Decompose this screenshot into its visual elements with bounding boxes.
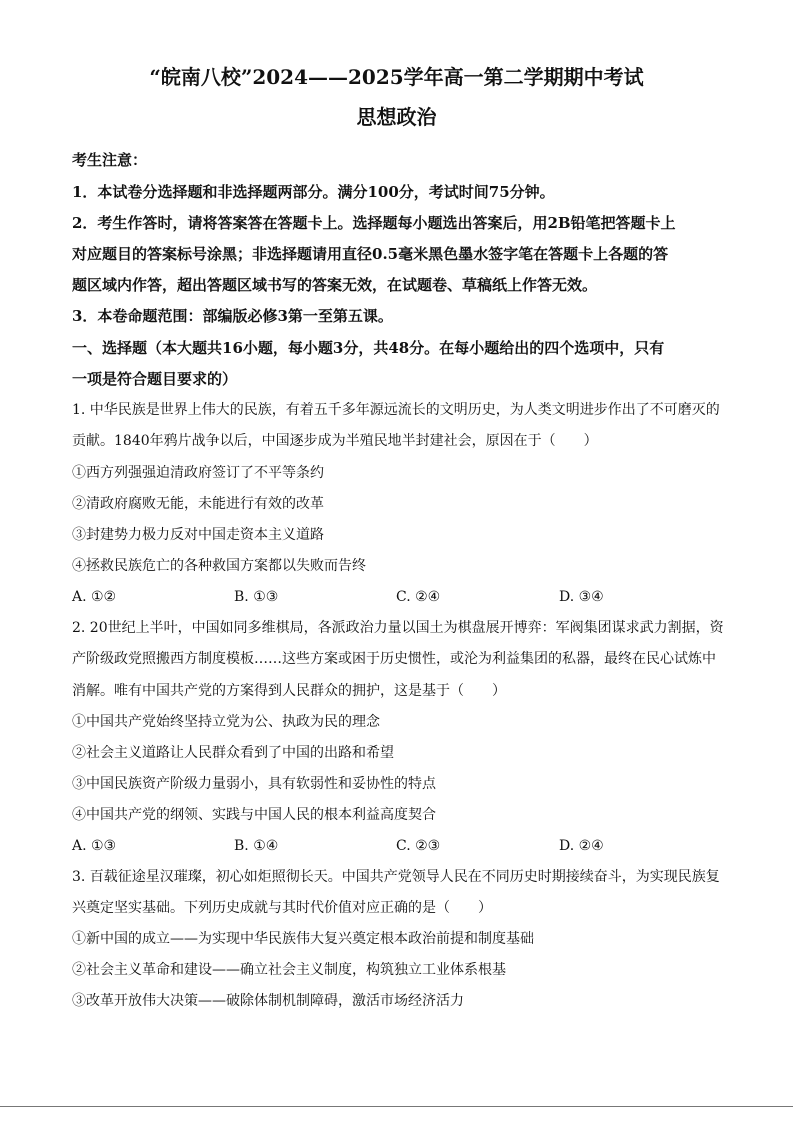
exam-title: “皖南八校”2024——2025学年高一第二学期期中考试: [149, 65, 644, 89]
answer-option[interactable]: B. ①③: [234, 589, 279, 605]
notice-item: 题区域内作答，超出答题区域书写的答案无效，在试题卷、草稿纸上作答无效。: [72, 276, 598, 294]
notice-item: 对应题目的答案标号涂黑；非选择题请用直径0.5毫米黑色墨水签字笔在答题卡上各题的答: [72, 245, 669, 263]
page-bottom-rule: [0, 1106, 793, 1107]
question-item: ①中国共产党始终坚持立党为公、执政为民的理念: [72, 714, 380, 730]
question-stem: 3. 百载征途星汉璀璨，初心如炬照彻长天。中国共产党领导人民在不同历史时期接续奋斗，为实现民族复: [72, 869, 720, 885]
question-item: ②社会主义革命和建设——确立社会主义制度，构筑独立工业体系根基: [72, 962, 506, 978]
question-stem: 消解。唯有中国共产党的方案得到人民群众的拥护，这是基于（ ）: [72, 683, 506, 699]
answer-option[interactable]: A. ①③: [72, 838, 117, 854]
answer-option[interactable]: B. ①④: [234, 838, 279, 854]
question-stem: 贡献。1840年鸦片战争以后，中国逐步成为半殖民地半封建社会，原因在于（ ）: [72, 433, 598, 449]
question-item: ②清政府腐败无能，未能进行有效的改革: [72, 496, 324, 512]
answer-option[interactable]: D. ③④: [559, 589, 604, 605]
question-stem: 1. 中华民族是世界上伟大的民族，有着五千多年源远流长的文明历史，为人类文明进步作出了不可磨灭的: [72, 402, 720, 418]
question-stem: 2. 20世纪上半叶，中国如同多维棋局，各派政治力量以国土为棋盘展开博弈：军阀集团谋求武力割据，资: [72, 620, 724, 636]
answer-option[interactable]: D. ②④: [559, 838, 604, 854]
question-item: ③封建势力极力反对中国走资本主义道路: [72, 527, 324, 543]
question-item: ③改革开放伟大决策——破除体制机制障碍，激活市场经济活力: [72, 993, 464, 1009]
answer-option[interactable]: C. ②③: [396, 838, 441, 854]
notice-heading: 考生注意：: [72, 151, 148, 169]
section-heading: 一、选择题（本大题共16小题，每小题3分，共48分。在每小题给出的四个选项中，只有: [72, 339, 665, 357]
question-stem: 兴奠定坚实基础。下列历史成就与其时代价值对应正确的是（ ）: [72, 900, 492, 916]
question-item: ①西方列强强迫清政府签订了不平等条约: [72, 465, 324, 481]
section-heading-cont: 一项是符合题目要求的）: [72, 370, 238, 388]
exam-subject: 思想政治: [356, 105, 437, 129]
question-stem: 产阶级政党照搬西方制度模板……这些方案或困于历史惯性，或沦为利益集团的私器，最终在民心试炼中: [72, 651, 716, 667]
question-item: ②社会主义道路让人民群众看到了中国的出路和希望: [72, 745, 394, 761]
answer-option[interactable]: A. ①②: [72, 589, 117, 605]
question-item: ④中国共产党的纲领、实践与中国人民的根本利益高度契合: [72, 807, 436, 823]
notice-item: 1．本试卷分选择题和非选择题两部分。满分100分，考试时间75分钟。: [72, 183, 555, 201]
question-item: ③中国民族资产阶级力量弱小，具有软弱性和妥协性的特点: [72, 776, 436, 792]
notice-item: 3．本卷命题范围：部编版必修3第一至第五课。: [72, 307, 393, 325]
question-item: ④拯救民族危亡的各种救国方案都以失败而告终: [72, 558, 366, 574]
notice-item: 2．考生作答时，请将答案答在答题卡上。选择题每小题选出答案后，用2B铅笔把答题卡上: [72, 214, 676, 232]
answer-option[interactable]: C. ②④: [396, 589, 441, 605]
question-item: ①新中国的成立——为实现中华民族伟大复兴奠定根本政治前提和制度基础: [72, 931, 534, 947]
